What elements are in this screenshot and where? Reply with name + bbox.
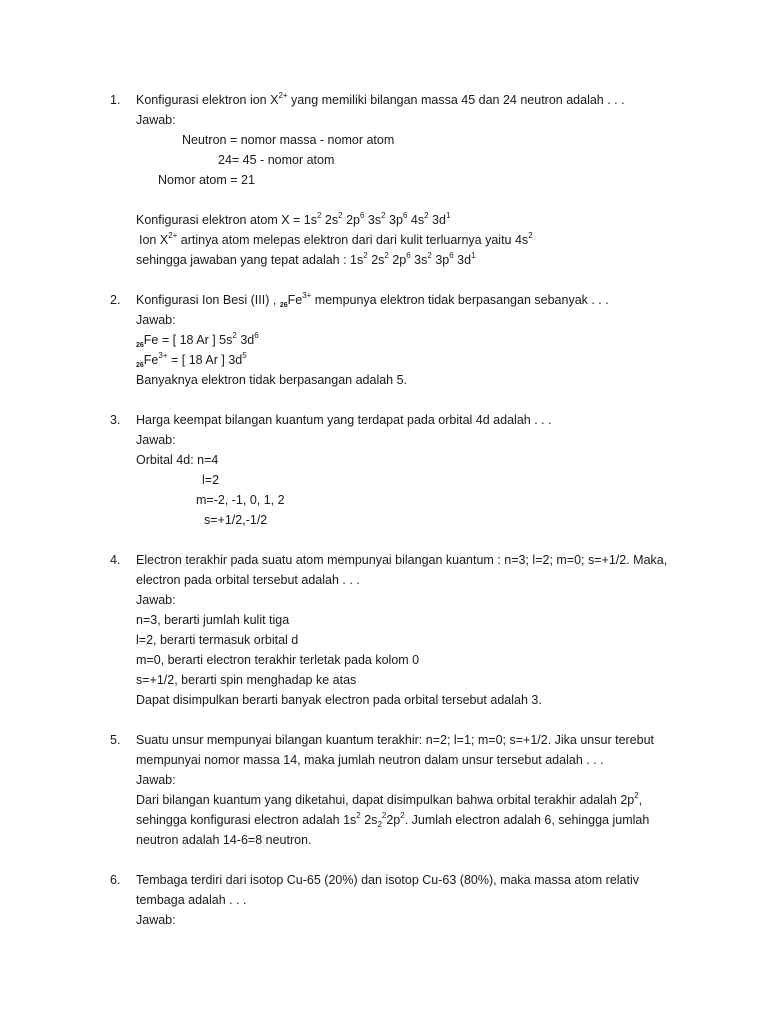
- question-text: Suatu unsur mempunyai bilangan kuantum terakhir: n=2; l=1; m=0; s=+1/2. Jika unsur terebut: [136, 733, 655, 747]
- answer-line: Dari bilangan kuantum yang diketahui, dapat disimpulkan bahwa orbital terakhir adalah $2p^2$,: [136, 791, 643, 807]
- answer-line: Ion $X^{2+}$ artinya atom melepas elektron dari dari kulit terluarnya yaitu $4s^2$: [139, 231, 533, 247]
- answer-line: Nomor atom = 21: [158, 173, 255, 187]
- answer-line: m=0, berarti electron terakhir terletak pada kolom 0: [136, 653, 420, 667]
- question-4: [110, 550, 710, 710]
- answer-label: Jawab:: [136, 113, 176, 127]
- answer-line: n=3, berarti jumlah kulit tiga: [136, 613, 290, 627]
- answer-line: $_{26}Fe^{3+}$ = [ 18 Ar ] $3d^5$: [136, 351, 247, 369]
- question-text: Harga keempat bilangan kuantum yang terdapat pada orbital 4d adalah . . .: [136, 413, 552, 427]
- question-2: [110, 290, 710, 390]
- question-number: 1.: [110, 93, 121, 107]
- question-5: [110, 730, 710, 850]
- answer-line: s=+1/2, berarti spin menghadap ke atas: [136, 673, 357, 687]
- question-number: 4.: [110, 553, 121, 567]
- answer-line: l=2: [202, 473, 220, 487]
- question-number: 5.: [110, 733, 121, 747]
- question-text: mempunyai nomor massa 14, maka jumlah neutron dalam unsur tersebut adalah . . .: [136, 753, 604, 767]
- answer-label: Jawab:: [136, 313, 176, 327]
- answer-line: m=-2, -1, 0, 1, 2: [196, 493, 285, 507]
- answer-line: sehingga jawaban yang tepat adalah : $1s^2$ $2s^2$ $2p^6$ $3s^2$ $3p^6$ $3d^1$: [136, 251, 476, 267]
- question-text: Konfigurasi Ion Besi (III) , $_{26}Fe^{3+}$ mempunya elektron tidak berpasangan sebanyak . . .: [136, 291, 609, 309]
- answer-label: Jawab:: [136, 773, 176, 787]
- question-number: 3.: [110, 413, 121, 427]
- question-text: electron pada orbital tersebut adalah . . .: [136, 573, 360, 587]
- question-text: Tembaga terdiri dari isotop Cu-65 (20%) dan isotop Cu-63 (80%), maka massa atom relativ: [136, 873, 640, 887]
- answer-line: Orbital 4d: n=4: [136, 453, 219, 467]
- question-text: Electron terakhir pada suatu atom mempunyai bilangan kuantum : n=3; l=2; m=0; s=+1/2. Maka,: [136, 553, 668, 567]
- answer-label: Jawab:: [136, 913, 176, 927]
- question-3: [110, 410, 710, 530]
- answer-line: Neutron = nomor massa - nomor atom: [182, 133, 395, 147]
- answer-label: Jawab:: [136, 593, 176, 607]
- answer-line: sehingga konfigurasi electron adalah $1s^2$ $2s_2^22p^2$. Jumlah electron adalah 6, sehingga jumlah: [136, 811, 650, 829]
- question-number: 2.: [110, 293, 121, 307]
- answer-line: s=+1/2,-1/2: [204, 513, 268, 527]
- question-1: [110, 90, 710, 270]
- answer-label: Jawab:: [136, 433, 176, 447]
- answer-line: Konfigurasi elektron atom $X = 1s^2$ $2s^2$ $2p^6$ $3s^2$ $3p^6$ $4s^2$ $3d^1$: [136, 211, 451, 227]
- question-text: Konfigurasi elektron ion $X^{2+}$ yang memiliki bilangan massa 45 dan 24 neutron adalah . . .: [136, 91, 625, 107]
- answer-line: Dapat disimpulkan berarti banyak electron pada orbital tersebut adalah 3.: [136, 693, 542, 707]
- answer-line: l=2, berarti termasuk orbital d: [136, 633, 299, 647]
- question-6: [110, 870, 710, 930]
- answer-line: $_{26}$Fe = [ 18 Ar ] $5s^2$ $3d^6$: [136, 331, 259, 349]
- answer-line: neutron adalah 14-6=8 neutron.: [136, 833, 312, 847]
- answer-line: 24= 45 - nomor atom: [218, 153, 335, 167]
- question-text: tembaga adalah . . .: [136, 893, 247, 907]
- answer-line: Banyaknya elektron tidak berpasangan adalah 5.: [136, 373, 408, 387]
- question-number: 6.: [110, 873, 121, 887]
